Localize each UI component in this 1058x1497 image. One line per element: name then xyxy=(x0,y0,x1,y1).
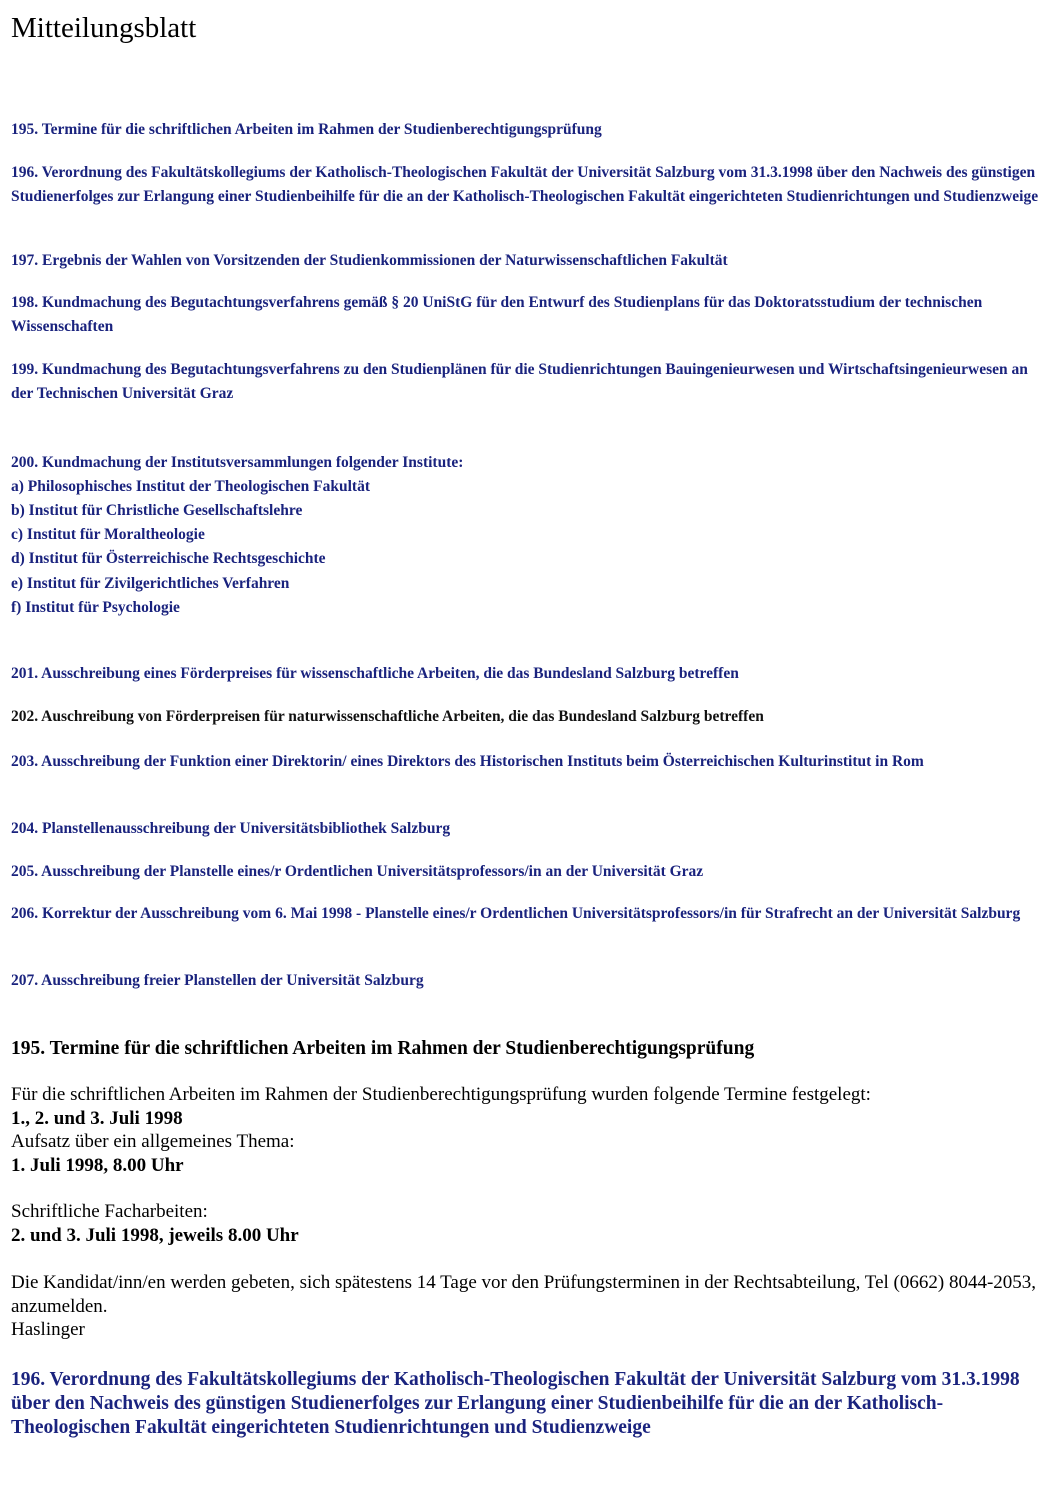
toc-link-200[interactable]: 200. Kundmachung der Institutsversammlungen folgender Institute: xyxy=(11,454,464,471)
institute-item: b) Institut für Christliche Gesellschaftslehre xyxy=(11,502,303,519)
section-195-heading: 195. Termine für die schriftlichen Arbeiten im Rahmen der Studienberechtigungsprüfung xyxy=(11,1038,755,1059)
section-195-intro: Für die schriftlichen Arbeiten im Rahmen der Studienberechtigungsprüfung wurden folgende Termine festgelegt: xyxy=(11,1084,871,1105)
section-195-registration xyxy=(11,1271,1041,1342)
subject-date: 2. und 3. Juli 1998, jeweils 8.00 Uhr xyxy=(11,1224,299,1246)
subject-label: Schriftliche Facharbeiten: xyxy=(11,1201,208,1222)
essay-date: 1. Juli 1998, 8.00 Uhr xyxy=(11,1154,184,1176)
toc-link-197[interactable]: 197. Ergebnis der Wahlen von Vorsitzenden der Studienkommissionen der Naturwissenschaftlichen Fakultät xyxy=(11,252,728,269)
section-196-heading: 196. Verordnung des Fakultätskollegiums der Katholisch-Theologischen Fakultät der Universität Salzburg vom 31.3.1998 über den Nachweis des günstigen Studienerfolges zur Erlangung einer Studienbeihilfe für die an der Katholisch-Theologischen Fakultät eingerichteten Studienrichtungen und Studienzweige xyxy=(11,1369,1020,1438)
institute-item: e) Institut für Zivilgerichtliches Verfahren xyxy=(11,575,290,592)
signature: Haslinger xyxy=(11,1319,85,1340)
toc-link-199[interactable]: 199. Kundmachung des Begutachtungsverfahrens zu den Studienplänen für die Studienrichtungen Bauingenieurwesen und Wirtschaftsingenieurwesen an der Technischen Universität Graz xyxy=(11,361,1028,402)
toc-link-203[interactable]: 203. Ausschreibung der Funktion einer Direktorin/ eines Direktors des Historischen Instituts beim Österreichischen Kulturinstitut in Rom xyxy=(11,753,924,770)
toc-link-198[interactable]: 198. Kundmachung des Begutachtungsverfahrens gemäß § 20 UniStG für den Entwurf des Studienplans für das Doktoratsstudium der technischen Wissenschaften xyxy=(11,294,983,335)
toc-link-201[interactable]: 201. Ausschreibung eines Förderpreises für wissenschaftliche Arbeiten, die das Bundesland Salzburg betreffen xyxy=(11,665,739,682)
toc-link-207[interactable]: 207. Ausschreibung freier Planstellen der Universität Salzburg xyxy=(11,972,424,989)
toc-link-204[interactable]: 204. Planstellenausschreibung der Universitätsbibliothek Salzburg xyxy=(11,820,451,837)
toc-link-202[interactable]: 202. Auschreibung von Förderpreisen für naturwissenschaftliche Arbeiten, die das Bundesland Salzburg betreffen xyxy=(11,708,764,725)
toc-link-195[interactable]: 195. Termine für die schriftlichen Arbeiten im Rahmen der Studienberechtigungsprüfung xyxy=(11,121,602,138)
institute-item: d) Institut für Österreichische Rechtsgeschichte xyxy=(11,550,326,567)
institute-item: f) Institut für Psychologie xyxy=(11,599,180,616)
section-195-subject xyxy=(11,1200,1041,1247)
essay-label: Aufsatz über ein allgemeines Thema: xyxy=(11,1131,295,1152)
institute-item: a) Philosophisches Institut der Theologischen Fakultät xyxy=(11,478,370,495)
registration-text: Die Kandidat/inn/en werden gebeten, sich spätestens 14 Tage vor den Prüfungsterminen in der Rechtsabteilung, Tel (0662) 8044-2053, anzumelden. xyxy=(11,1272,1037,1317)
toc-link-205[interactable]: 205. Ausschreibung der Planstelle eines/r Ordentlichen Universitätsprofessors/in an der Universität Graz xyxy=(11,863,704,880)
exam-dates: 1., 2. und 3. Juli 1998 xyxy=(11,1107,183,1129)
page-title: Mitteilungsblatt xyxy=(11,12,197,44)
institute-item: c) Institut für Moraltheologie xyxy=(11,526,205,543)
toc-link-206[interactable]: 206. Korrektur der Ausschreibung vom 6. Mai 1998 - Planstelle eines/r Ordentlichen Universitätsprofessors/in für Strafrecht an der Universität Salzburg xyxy=(11,905,1021,922)
toc-link-196[interactable]: 196. Verordnung des Fakultätskollegiums der Katholisch-Theologischen Fakultät der Universität Salzburg vom 31.3.1998 über den Nachweis des günstigen Studienerfolges zur Erlangung einer Studienbeihilfe für die an der Katholisch-Theologischen Fakultät eingerichteten Studienrichtungen und Studienzweige xyxy=(11,164,1039,205)
section-195-body xyxy=(11,1083,1041,1177)
